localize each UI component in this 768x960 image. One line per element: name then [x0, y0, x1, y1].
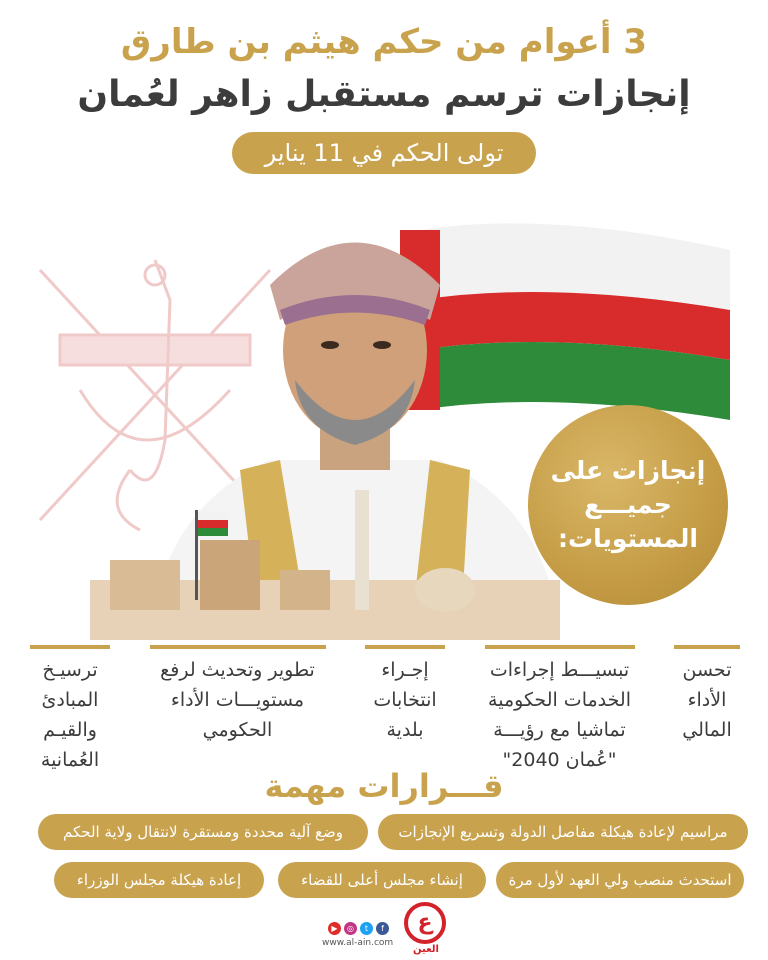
- muscat-skyline-illustration: [90, 490, 560, 640]
- accession-date-pill: تولى الحكم في 11 يناير 2020: [232, 132, 536, 174]
- decision-pill: إعادة هيكلة مجلس الوزراء: [54, 862, 264, 898]
- facebook-icon[interactable]: f: [376, 922, 389, 935]
- achievement-item: ترسيـخ المبادئ والقيـم العُمانية: [30, 645, 110, 775]
- highlight-circle-text: إنجازات على جميـــع المستويات:: [550, 456, 706, 553]
- decision-pill: إنشاء مجلس أعلى للقضاء: [278, 862, 486, 898]
- footer-branding: [300, 900, 470, 955]
- logo-wordmark: العين: [413, 944, 439, 955]
- achievements-highlight-circle: [528, 405, 728, 605]
- achievement-item: إجـراء انتخابات بلدية: [365, 645, 445, 775]
- instagram-icon[interactable]: ◎: [344, 922, 357, 935]
- headline-line-2: إنجازات ترسم مستقبل زاهر لعُمان: [77, 74, 691, 115]
- achievement-item: تطوير وتحديث لرفع مستويـــات الأداء الحكومي: [150, 645, 326, 775]
- decision-pill: استحدث منصب ولي العهد لأول مرة: [496, 862, 744, 898]
- achievement-item: تحسن الأداء المالي: [674, 645, 740, 775]
- youtube-icon[interactable]: ▶: [328, 922, 341, 935]
- decision-pill: وضع آلية محددة ومستقرة لانتقال ولاية الحكم: [38, 814, 368, 850]
- decisions-heading: قـــرارات مهمة: [264, 767, 504, 805]
- social-icons: [328, 922, 389, 935]
- headline-line-1: 3 أعوام من حكم هيثم بن طارق: [120, 22, 648, 62]
- achievements-list: [30, 645, 740, 775]
- achievement-item: تبسيـــط إجراءات الخدمات الحكومية تماشيا مع رؤيـــة "عُمان 2040": [485, 645, 635, 775]
- website-link[interactable]: www.al-ain.com: [322, 938, 394, 948]
- decision-pill: مراسيم لإعادة هيكلة مفاصل الدولة وتسريع الإنجازات: [378, 814, 748, 850]
- al-ain-logo-icon: ع: [404, 902, 446, 944]
- twitter-icon[interactable]: t: [360, 922, 373, 935]
